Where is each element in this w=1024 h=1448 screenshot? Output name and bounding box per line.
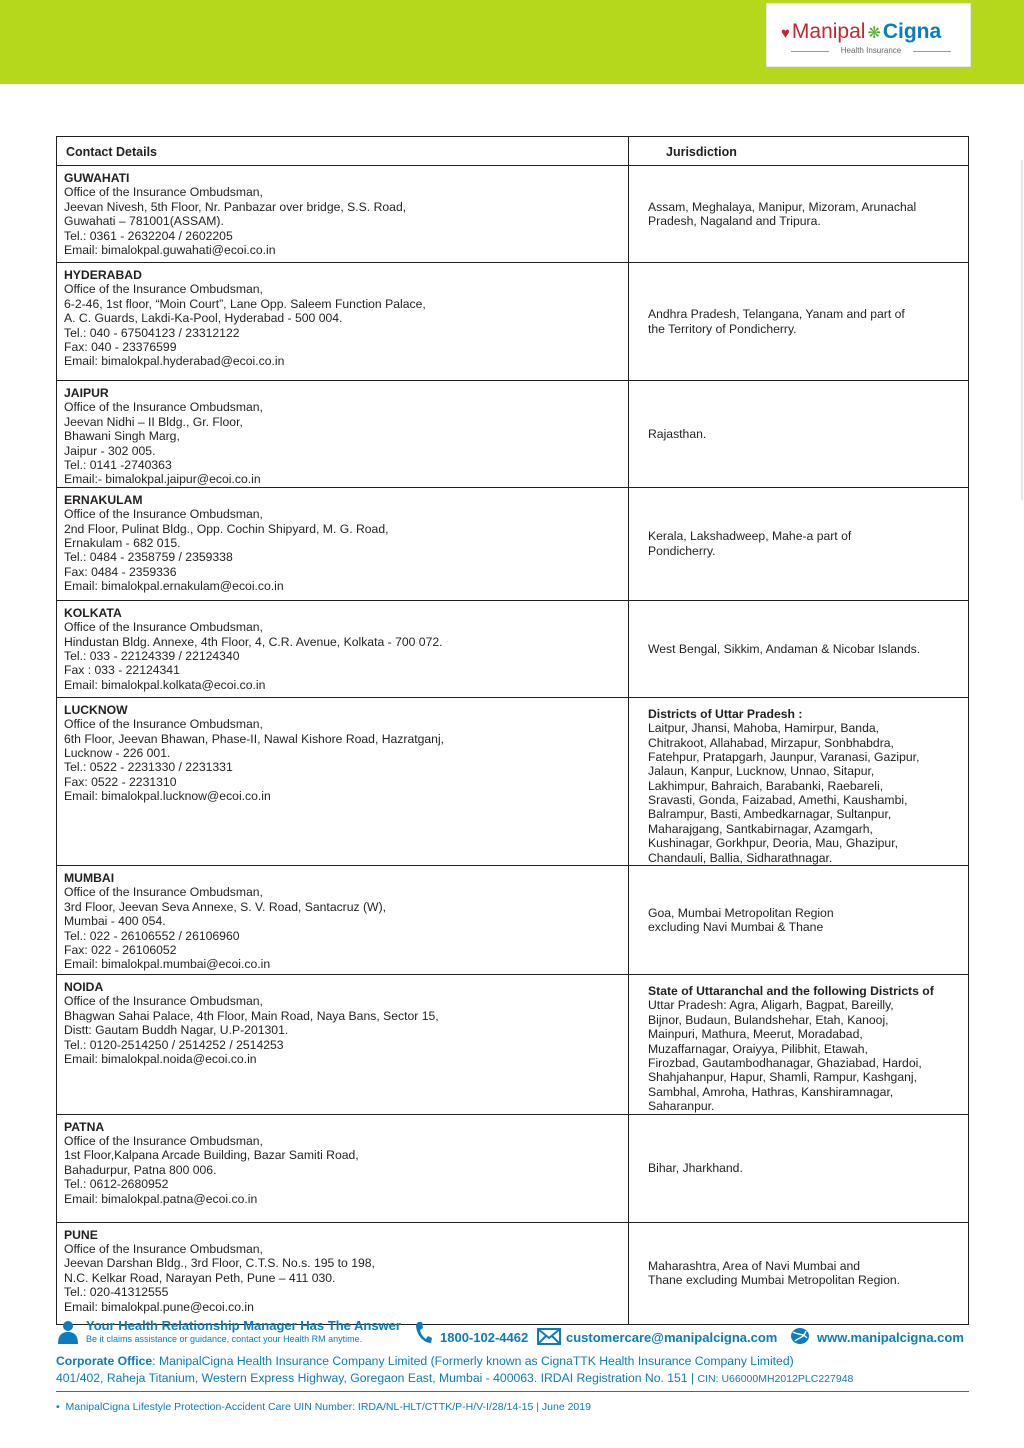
mail-icon bbox=[537, 1328, 561, 1345]
office-city: PUNE bbox=[64, 1227, 98, 1242]
table-header-row bbox=[57, 137, 969, 166]
jurisdiction-cell bbox=[629, 487, 969, 600]
jurisdiction-line: Shahjahanpur, Hapur, Shamli, Rampur, Kashganj, bbox=[648, 1070, 917, 1085]
jurisdiction-line: Mainpuri, Mathura, Meerut, Moradabad, bbox=[648, 1027, 863, 1042]
contact-line: Tel.: 0141 -2740363 bbox=[64, 457, 172, 472]
table-row bbox=[57, 166, 969, 263]
phone-icon bbox=[414, 1321, 432, 1345]
corporate-office-label: Corporate Office bbox=[56, 1354, 153, 1368]
contact-line: 2nd Floor, Pulinat Bldg., Opp. Cochin Shipyard, M. G. Road, bbox=[64, 521, 389, 536]
contact-line: Tel.: 0120-2514250 / 2514252 / 2514253 bbox=[64, 1037, 284, 1052]
contact-line: Fax : 033 - 22124341 bbox=[64, 663, 180, 678]
jurisdiction-line: Maharajgang, Santkabirnagar, Azamgarh, bbox=[648, 821, 873, 836]
jurisdiction-line: Laitpur, Jhansi, Mahoba, Hamirpur, Banda, bbox=[648, 721, 880, 736]
contact-line: Tel.: 040 - 67504123 / 23312122 bbox=[64, 325, 240, 340]
table-row bbox=[57, 1114, 969, 1222]
jurisdiction-line: Rajasthan. bbox=[648, 426, 707, 441]
website-link[interactable]: www.manipalcigna.com bbox=[817, 1330, 964, 1345]
contact-cell bbox=[57, 866, 629, 975]
contact-line: Bahadurpur, Patna 800 006. bbox=[64, 1162, 217, 1177]
office-city: KOLKATA bbox=[64, 605, 122, 620]
phone-number-link[interactable]: 1800-102-4462 bbox=[440, 1330, 529, 1345]
jurisdiction-cell bbox=[629, 697, 969, 865]
contact-line: Office of the Insurance Ombudsman, bbox=[64, 717, 263, 732]
jurisdiction-line: Pondicherry. bbox=[648, 543, 716, 558]
contact-line: Email:- bimalokpal.jaipur@ecoi.co.in bbox=[64, 472, 261, 487]
contact-line: Tel.: 0484 - 2358759 / 2359338 bbox=[64, 550, 233, 565]
ombudsman-table bbox=[56, 136, 969, 1325]
jurisdiction-line: Balrampur, Basti, Ambedkarnagar, Sultanpur, bbox=[648, 807, 892, 822]
jurisdiction-line: Fatehpur, Pratapgarh, Jaunpur, Varanasi, Gazipur, bbox=[648, 749, 920, 764]
contact-details-header: Contact Details bbox=[57, 137, 629, 166]
jurisdiction-cell bbox=[629, 866, 969, 975]
corporate-address: 401/402, Raheja Titanium, Western Express Highway, Goregaon East, Mumbai - 400063. IRDAI Registration No. 151 | bbox=[56, 1371, 695, 1385]
contact-line: Tel.: 0522 - 2231330 / 2231331 bbox=[64, 760, 233, 775]
contact-line: Bhawani Singh Marg, bbox=[64, 429, 180, 444]
table-row bbox=[57, 975, 969, 1115]
office-city: MUMBAI bbox=[64, 871, 115, 886]
office-city: GUWAHATI bbox=[64, 171, 130, 185]
jurisdiction-cell bbox=[629, 1222, 969, 1324]
jurisdiction-line: Goa, Mumbai Metropolitan Region bbox=[648, 905, 834, 920]
jurisdiction-line: Sambhal, Amroha, Hathras, Kanshiramnagar, bbox=[648, 1084, 894, 1099]
contact-line: Office of the Insurance Ombudsman, bbox=[64, 1133, 263, 1148]
rm-subtitle: Be it claims assistance or guidance, contact your Health RM anytime. bbox=[86, 1334, 363, 1344]
contact-line: Hindustan Bldg. Annexe, 4th Floor, 4, C.R. Avenue, Kolkata - 700 072. bbox=[64, 634, 443, 649]
jurisdiction-line: excluding Navi Mumbai & Thane bbox=[648, 920, 824, 935]
contact-cell bbox=[57, 1114, 629, 1222]
contact-line: Email: bimalokpal.hyderabad@ecoi.co.in bbox=[64, 354, 285, 369]
logo-text-manipal: Manipal bbox=[791, 20, 866, 43]
office-city: LUCKNOW bbox=[64, 702, 128, 717]
jurisdiction-cell bbox=[629, 166, 969, 263]
contact-cell bbox=[57, 697, 629, 865]
jurisdiction-line: the Territory of Pondicherry. bbox=[648, 321, 797, 336]
contact-cell bbox=[57, 600, 629, 697]
uin-bullet: • bbox=[56, 1401, 60, 1413]
jurisdiction-line: Firozbad, Gautambodhanagar, Ghaziabad, Hardoi, bbox=[648, 1055, 922, 1070]
contact-line: Office of the Insurance Ombudsman, bbox=[64, 282, 263, 297]
jurisdiction-line: Chandauli, Ballia, Sidharathnagar. bbox=[648, 850, 833, 865]
jurisdiction-line: Thane excluding Mumbai Metropolitan Region. bbox=[648, 1273, 901, 1288]
contact-line: Tel.: 033 - 22124339 / 22124340 bbox=[64, 648, 240, 663]
jurisdiction-line: West Bengal, Sikkim, Andaman & Nicobar Islands. bbox=[648, 641, 921, 656]
tree-logo-icon: ❋ bbox=[867, 25, 881, 42]
jurisdiction-line: Chitrakoot, Allahabad, Mirzapur, Sonbhabdra, bbox=[648, 735, 894, 750]
jurisdiction-line: Kushinagar, Gorkhpur, Deoria, Mau, Ghazipur, bbox=[648, 836, 898, 851]
contact-line: Office of the Insurance Ombudsman, bbox=[64, 1241, 263, 1256]
jurisdiction-title: State of Uttaranchal and the following Districts of bbox=[648, 984, 934, 999]
jurisdiction-line: Andhra Pradesh, Telangana, Yanam and part of bbox=[648, 307, 905, 322]
contact-line: Tel.: 0612-2680952 bbox=[64, 1177, 169, 1192]
contact-line: Office of the Insurance Ombudsman, bbox=[64, 885, 263, 900]
contact-line: Email: bimalokpal.pune@ecoi.co.in bbox=[64, 1299, 254, 1314]
contact-line: Distt: Gautam Buddh Nagar, U.P-201301. bbox=[64, 1023, 289, 1038]
jurisdiction-line: Maharashtra, Area of Navi Mumbai and bbox=[648, 1258, 861, 1273]
contact-line: 3rd Floor, Jeevan Seva Annexe, S. V. Road, Santacruz (W), bbox=[64, 899, 387, 914]
relationship-manager-footer bbox=[56, 1318, 969, 1348]
manipalcigna-logo bbox=[766, 3, 971, 67]
jurisdiction-line: Pradesh, Nagaland and Tripura. bbox=[648, 214, 821, 228]
contact-line: Office of the Insurance Ombudsman, bbox=[64, 620, 263, 635]
jurisdiction-cell bbox=[629, 381, 969, 488]
jurisdiction-line: Assam, Meghalaya, Manipur, Mizoram, Arunachal bbox=[648, 199, 917, 214]
logo-text-cigna: Cigna bbox=[882, 20, 942, 43]
rm-title: Your Health Relationship Manager Has The Answer bbox=[86, 1318, 401, 1333]
jurisdiction-header: Jurisdiction bbox=[629, 137, 969, 166]
contact-line: Fax: 0522 - 2231310 bbox=[64, 774, 177, 789]
contact-line: Ernakulam - 682 015. bbox=[64, 535, 181, 550]
contact-line: Email: bimalokpal.kolkata@ecoi.co.in bbox=[64, 677, 266, 692]
jurisdiction-cell bbox=[629, 975, 969, 1115]
contact-line: 6-2-46, 1st floor, “Moin Court”, Lane Opp. Saleem Function Palace, bbox=[64, 296, 426, 311]
office-city: PATNA bbox=[64, 1119, 105, 1134]
contact-line: Bhagwan Sahai Palace, 4th Floor, Main Road, Naya Bans, Sector 15, bbox=[64, 1008, 439, 1023]
jurisdiction-line: Bijnor, Budaun, Bulandshehar, Etah, Kanooj, bbox=[648, 1012, 889, 1027]
contact-line: Jeevan Nivesh, 5th Floor, Nr. Panbazar over bridge, S.S. Road, bbox=[64, 199, 407, 214]
contact-line: A. C. Guards, Lakdi-Ka-Pool, Hyderabad - 500 004. bbox=[64, 311, 343, 326]
contact-line: Jeevan Nidhi – II Bldg., Gr. Floor, bbox=[64, 414, 243, 429]
jurisdiction-line: Uttar Pradesh: Agra, Aligarh, Bagpat, Bareilly, bbox=[648, 998, 894, 1013]
corporate-office-text: : ManipalCigna Health Insurance Company Limited (Formerly known as CignaTTK Health Insurance Company Limited) bbox=[152, 1354, 794, 1368]
uin-text: ManipalCigna Lifestyle Protection-Accident Care UIN Number: IRDA/NL-HLT/CTTK/P-H/V-I/28/14-15 | June 2019 bbox=[65, 1401, 591, 1413]
jurisdiction-cell bbox=[629, 263, 969, 381]
contact-cell bbox=[57, 1222, 629, 1324]
jurisdiction-line: Saharanpur. bbox=[648, 1099, 715, 1114]
table-row bbox=[57, 1222, 969, 1324]
office-city: NOIDA bbox=[64, 980, 104, 995]
contact-line: 1st Floor,Kalpana Arcade Building, Bazar Samiti Road, bbox=[64, 1148, 359, 1163]
contact-line: Office of the Insurance Ombudsman, bbox=[64, 400, 263, 415]
contact-line: Email: bimalokpal.patna@ecoi.co.in bbox=[64, 1191, 258, 1206]
table-row bbox=[57, 487, 969, 600]
contact-line: 6th Floor, Jeevan Bhawan, Phase-II, Nawal Kishore Road, Hazratganj, bbox=[64, 731, 445, 746]
office-city: ERNAKULAM bbox=[64, 492, 143, 507]
contact-line: Lucknow - 226 001. bbox=[64, 745, 171, 760]
table-row bbox=[57, 263, 969, 381]
contact-line: Office of the Insurance Ombudsman, bbox=[64, 994, 263, 1009]
jurisdiction-line: Sravasti, Gonda, Faizabad, Amethi, Kaushambi, bbox=[648, 793, 908, 808]
table-row bbox=[57, 600, 969, 697]
jurisdiction-line: Jalaun, Kanpur, Lucknow, Unnao, Sitapur, bbox=[648, 764, 875, 779]
jurisdiction-line: Lakhimpur, Bahraich, Barabanki, Raebareli, bbox=[648, 778, 884, 793]
contact-cell bbox=[57, 487, 629, 600]
contact-line: Tel.: 022 - 26106552 / 26106960 bbox=[64, 928, 240, 943]
office-city: HYDERABAD bbox=[64, 268, 142, 282]
table-row bbox=[57, 697, 969, 865]
table-row bbox=[57, 866, 969, 975]
contact-line: Email: bimalokpal.noida@ecoi.co.in bbox=[64, 1051, 257, 1066]
contact-line: Fax: 0484 - 2359336 bbox=[64, 564, 177, 579]
contact-line: Office of the Insurance Ombudsman, bbox=[64, 185, 263, 200]
person-icon bbox=[57, 1320, 79, 1344]
corporate-address-line bbox=[56, 1371, 853, 1385]
cin-number: CIN: U66000MH2012PLC227948 bbox=[697, 1373, 854, 1385]
page-edge-mark bbox=[1021, 160, 1023, 500]
contact-cell bbox=[57, 263, 629, 381]
logo-tagline: Health Insurance bbox=[791, 46, 951, 55]
contact-cell bbox=[57, 166, 629, 263]
jurisdiction-line: Muzaffarnagar, Oraiyya, Pilibhit, Etawah, bbox=[648, 1041, 868, 1056]
contact-line: Fax: 022 - 26106052 bbox=[64, 942, 177, 957]
jurisdiction-title: Districts of Uttar Pradesh : bbox=[648, 706, 803, 721]
contact-line: Guwahati – 781001(ASSAM). bbox=[64, 214, 224, 229]
contact-line: Office of the Insurance Ombudsman, bbox=[64, 507, 263, 522]
jurisdiction-line: Kerala, Lakshadweep, Mahe-a part of bbox=[648, 529, 852, 544]
contact-line: Email: bimalokpal.ernakulam@ecoi.co.in bbox=[64, 579, 284, 594]
corporate-office-line bbox=[56, 1354, 794, 1368]
contact-line: Tel.: 020-41312555 bbox=[64, 1285, 169, 1300]
contact-line: Email: bimalokpal.lucknow@ecoi.co.in bbox=[64, 789, 271, 804]
contact-line: Fax: 040 - 23376599 bbox=[64, 339, 177, 354]
contact-line: Jeevan Darshan Bldg., 3rd Floor, C.T.S. No.s. 195 to 198, bbox=[64, 1256, 375, 1271]
table-row bbox=[57, 381, 969, 488]
contact-line: Mumbai - 400 054. bbox=[64, 914, 166, 929]
uin-footnote bbox=[56, 1401, 591, 1413]
table-body bbox=[57, 166, 969, 1325]
contact-line: N.C. Kelkar Road, Narayan Peth, Pune – 411 030. bbox=[64, 1270, 336, 1285]
contact-line: Email: bimalokpal.mumbai@ecoi.co.in bbox=[64, 957, 271, 972]
jurisdiction-line: Bihar, Jharkhand. bbox=[648, 1160, 743, 1175]
family-logo-icon: ♥ bbox=[781, 25, 790, 42]
contact-cell bbox=[57, 381, 629, 488]
contact-line: Jaipur - 302 005. bbox=[64, 443, 156, 458]
globe-icon bbox=[789, 1326, 811, 1346]
jurisdiction-cell bbox=[629, 1114, 969, 1222]
footer-divider bbox=[56, 1391, 969, 1392]
contact-line: Email: bimalokpal.guwahati@ecoi.co.in bbox=[64, 242, 276, 257]
jurisdiction-cell bbox=[629, 600, 969, 697]
email-link[interactable]: customercare@manipalcigna.com bbox=[566, 1330, 778, 1345]
office-city: JAIPUR bbox=[64, 386, 109, 400]
contact-line: Tel.: 0361 - 2632204 / 2602205 bbox=[64, 228, 233, 243]
contact-cell bbox=[57, 975, 629, 1115]
